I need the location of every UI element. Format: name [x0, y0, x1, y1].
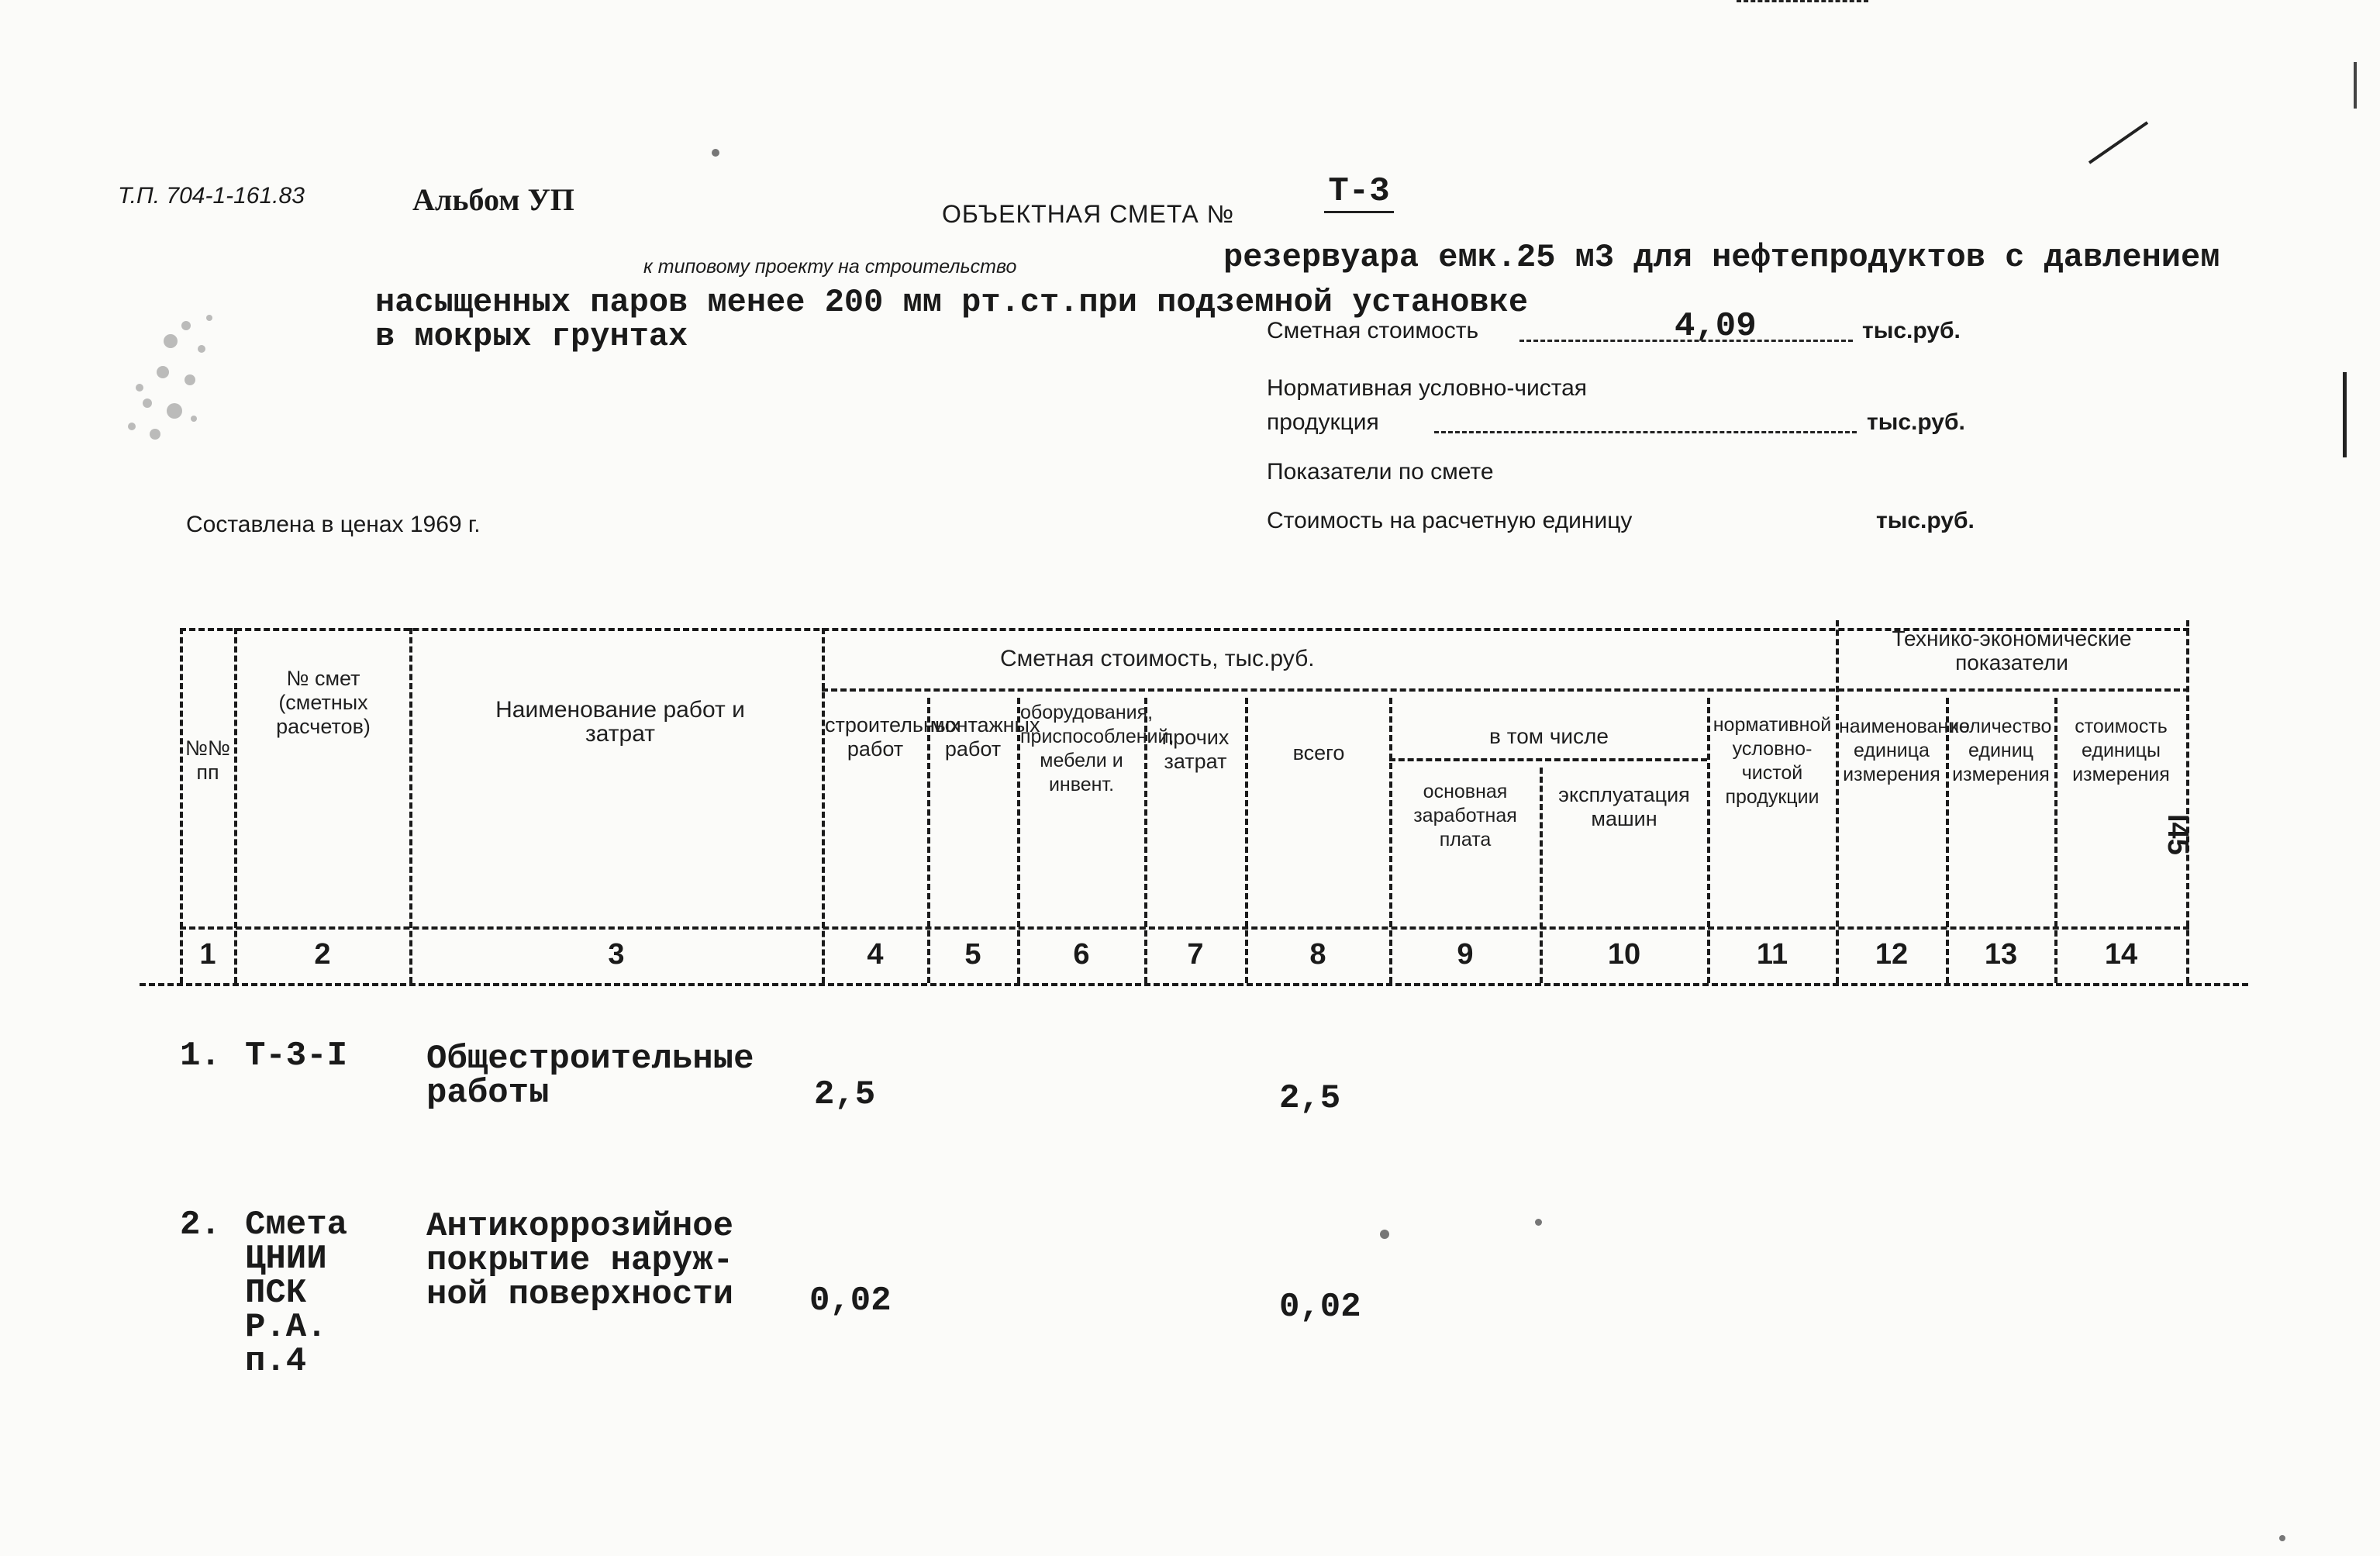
group-cost-header: Сметная стоимость, тыс.руб. [1000, 646, 1315, 671]
scan-speck [712, 149, 719, 157]
unit-cost-line [1737, 0, 1868, 2]
col-number-11: 11 [1756, 938, 1788, 971]
col-line-0 [180, 628, 183, 983]
col-header-7: прочих затрат [1161, 726, 1230, 773]
row-2-number: 2. [180, 1206, 221, 1244]
cost-label: Сметная стоимость [1267, 318, 1479, 343]
col-number-5: 5 [964, 938, 981, 971]
group-tech-header: Технико-экономические показатели [1892, 626, 2132, 674]
cost-unit: тыс.руб. [1862, 318, 1961, 343]
row-2-total: 0,02 [1279, 1288, 1361, 1327]
object-line-2: насыщенных паров менее 200 мм рт.ст.при подземной установке [375, 284, 1529, 321]
col-number-13: 13 [1984, 938, 2018, 971]
numbers-bottom-border [140, 983, 2248, 986]
row-2-build: 0,02 [809, 1282, 892, 1320]
cost-value: 4,09 [1675, 307, 1757, 346]
col-header-6: оборудования, приспособлений, мебели и инвент. [1020, 702, 1174, 795]
row-1-name-2: работы [426, 1074, 550, 1113]
col-header-12: наименование единица измерения [1839, 716, 1971, 785]
scan-speck [1380, 1230, 1389, 1239]
scan-speck [2279, 1535, 2285, 1541]
row-2-name-2: покрытие наруж- [426, 1241, 734, 1280]
project-code: Т.П. 704-1-161.83 [118, 183, 305, 209]
col-header-14: стоимость единицы измерения [2072, 716, 2170, 785]
col-number-6: 6 [1073, 938, 1090, 971]
col-header-11: нормативной условно-чистой продукции [1713, 714, 1832, 808]
indicators-label: Показатели по смете [1267, 459, 1494, 485]
col-line-1 [234, 628, 237, 983]
col-header-10: эксплуатация машин [1558, 783, 1690, 830]
row-1-name-1: Общестроительные [426, 1040, 754, 1078]
col-line-2 [409, 628, 412, 983]
album-label: Альбом УП [412, 182, 574, 217]
header-bottom-border [180, 926, 2189, 930]
col-header-1: №№ пп [185, 737, 230, 784]
header-subgroup-border [1389, 758, 1707, 761]
normative-label-1: Нормативная условно-чистая [1267, 375, 1588, 401]
stamp-smudge [116, 295, 256, 465]
row-2-ref-4: Р.А. [245, 1308, 327, 1347]
scan-speck [1535, 1219, 1542, 1226]
normative-value-line [1434, 431, 1857, 433]
col-header-2: № смет (сметных расчетов) [276, 667, 371, 738]
row-2-name-3: ной поверхности [426, 1275, 734, 1314]
col-number-8: 8 [1309, 938, 1326, 971]
side-page-number: I45 [2161, 814, 2194, 855]
right-edge-mark [2354, 62, 2357, 109]
row-2-ref-3: ПСК [245, 1274, 307, 1313]
col-number-1: 1 [199, 938, 216, 971]
col-number-7: 7 [1187, 938, 1204, 971]
unit-cost-label: Стоимость на расчетную единицу [1267, 508, 1633, 533]
object-line-1: резервуара емк.25 м3 для нефтепродуктов с давлением [1223, 239, 2220, 276]
col-number-3: 3 [608, 938, 625, 971]
normative-unit: тыс.руб. [1867, 409, 1965, 435]
to-project-label: к типовому проекту на строительство [643, 256, 1017, 278]
pen-mark [2085, 116, 2155, 171]
right-edge-mark [2343, 372, 2347, 457]
row-2-ref-2: ЦНИИ [245, 1240, 327, 1278]
normative-label-2: продукция [1267, 409, 1379, 435]
col-number-2: 2 [314, 938, 331, 971]
col-header-3: Наименование работ и затрат [495, 697, 745, 747]
row-1-build: 2,5 [814, 1075, 876, 1114]
col-header-13: количество единиц измерения [1950, 716, 2052, 785]
row-2-name-1: Антикоррозийное [426, 1207, 734, 1246]
col-number-14: 14 [2104, 938, 2138, 971]
col-number-4: 4 [867, 938, 884, 971]
col-number-12: 12 [1875, 938, 1909, 971]
col-line-3 [822, 628, 825, 983]
col-number-10: 10 [1607, 938, 1641, 971]
in-that-number-header: в том числе [1489, 724, 1609, 748]
col-number-9: 9 [1457, 938, 1474, 971]
compiled-note: Составлена в ценах 1969 г. [186, 512, 481, 537]
row-2-ref-1: Смета [245, 1206, 348, 1244]
col-header-8: всего [1292, 741, 1345, 764]
col-line-14 [2186, 620, 2189, 983]
row-2-ref-5: п.4 [245, 1342, 307, 1381]
row-1-ref: Т-3-I [245, 1037, 348, 1075]
object-line-3: в мокрых грунтах [375, 318, 688, 355]
estimate-number: Т-3 [1324, 172, 1394, 213]
row-1-total: 2,5 [1279, 1079, 1341, 1118]
header-group-border [822, 688, 2189, 692]
estimate-title: ОБЪЕКТНАЯ СМЕТА № [942, 200, 1234, 228]
unit-cost-unit: тыс.руб. [1876, 508, 1975, 533]
row-1-number: 1. [180, 1037, 221, 1075]
col-header-5: монтажных работ [930, 713, 1040, 761]
col-header-9: основная заработная плата [1413, 781, 1517, 850]
col-line-11 [1836, 620, 1839, 983]
col-header-4: строительных работ [825, 713, 961, 761]
